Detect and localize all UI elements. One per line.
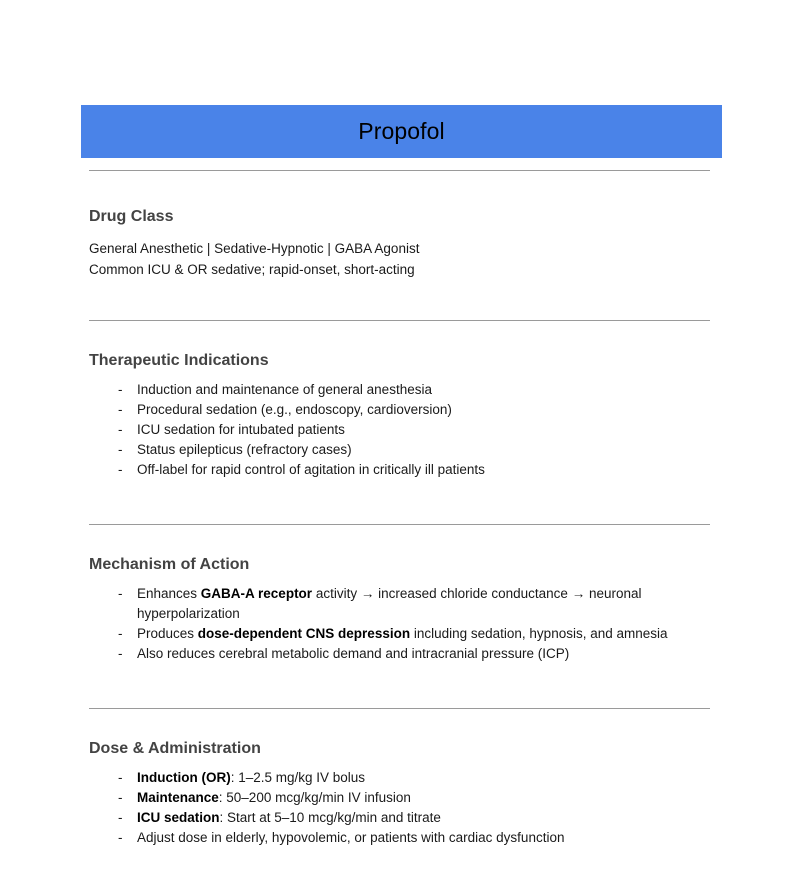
bullet-dash-icon: - bbox=[118, 626, 123, 641]
list-item-text: Adjust dose in elderly, hypovolemic, or patients with cardiac dysfunction bbox=[137, 830, 565, 845]
paragraph-block bbox=[89, 239, 710, 280]
bullet-list bbox=[89, 584, 710, 664]
bullet-list bbox=[89, 380, 710, 480]
section bbox=[89, 739, 710, 848]
list-item-text: including sedation, hypnosis, and amnesia bbox=[410, 626, 668, 641]
list-item-text: : 50–200 mcg/kg/min IV infusion bbox=[218, 790, 411, 805]
list-item-text: Off-label for rapid control of agitation in critically ill patients bbox=[137, 462, 485, 477]
list-item bbox=[89, 420, 710, 440]
bullet-dash-icon: - bbox=[118, 462, 123, 477]
list-item bbox=[89, 768, 710, 788]
list-item bbox=[89, 400, 710, 420]
bullet-list bbox=[89, 768, 710, 848]
list-item bbox=[89, 788, 710, 808]
bullet-dash-icon: - bbox=[118, 422, 123, 437]
section-spacer bbox=[89, 171, 710, 207]
list-item-text: Induction and maintenance of general anesthesia bbox=[137, 382, 432, 397]
section-trailing-spacer bbox=[89, 848, 710, 892]
list-item-text: ICU sedation for intubated patients bbox=[137, 422, 345, 437]
list-item-emphasis: Maintenance bbox=[137, 790, 219, 805]
section-paragraph: General Anesthetic | Sedative-Hypnotic | GABA Agonist bbox=[89, 241, 420, 256]
section bbox=[89, 555, 710, 664]
list-item bbox=[89, 460, 710, 480]
bullet-dash-icon: - bbox=[118, 830, 123, 845]
bullet-dash-icon: - bbox=[118, 442, 123, 457]
list-item-text: : Start at 5–10 mcg/kg/min and titrate bbox=[219, 810, 441, 825]
bullet-dash-icon: - bbox=[118, 646, 123, 661]
document-content bbox=[89, 170, 710, 892]
list-item-text: Produces bbox=[137, 626, 198, 641]
title-banner bbox=[81, 105, 722, 158]
list-item-emphasis: dose-dependent CNS depression bbox=[197, 626, 411, 641]
list-item-text: : 1–2.5 mg/kg IV bolus bbox=[230, 770, 366, 785]
list-item bbox=[89, 828, 710, 848]
section-spacer bbox=[89, 709, 710, 739]
list-item bbox=[89, 644, 710, 664]
section-heading: Drug Class bbox=[89, 208, 174, 225]
bullet-dash-icon: - bbox=[118, 382, 123, 397]
list-item bbox=[89, 624, 710, 644]
list-item-text: Also reduces cerebral metabolic demand and intracranial pressure (ICP) bbox=[137, 646, 570, 661]
page-title: Propofol bbox=[358, 118, 445, 144]
bullet-dash-icon: - bbox=[118, 770, 123, 785]
section-heading: Therapeutic Indications bbox=[89, 352, 269, 369]
list-item bbox=[89, 808, 710, 828]
list-item-text: Enhances bbox=[137, 586, 201, 601]
section bbox=[89, 207, 710, 280]
section-paragraph: Common ICU & OR sedative; rapid-onset, short-acting bbox=[89, 261, 415, 277]
section-spacer bbox=[89, 525, 710, 555]
section-trailing-spacer bbox=[89, 480, 710, 524]
section-heading: Mechanism of Action bbox=[89, 556, 250, 573]
list-item-text: Procedural sedation (e.g., endoscopy, cardioversion) bbox=[137, 402, 452, 417]
bullet-dash-icon: - bbox=[118, 402, 123, 417]
list-item-text: Status epilepticus (refractory cases) bbox=[137, 442, 352, 457]
section-trailing-spacer bbox=[89, 280, 710, 320]
section-spacer bbox=[89, 321, 710, 351]
list-item bbox=[89, 584, 710, 624]
list-item-text: activity → increased chloride conductance → neuronal hyperpolarization bbox=[137, 586, 642, 621]
bullet-dash-icon: - bbox=[118, 810, 123, 825]
list-item bbox=[89, 380, 710, 400]
bullet-dash-icon: - bbox=[118, 586, 123, 601]
list-item-emphasis: ICU sedation bbox=[137, 810, 220, 825]
section-trailing-spacer bbox=[89, 664, 710, 708]
section-heading: Dose & Administration bbox=[89, 740, 261, 757]
list-item bbox=[89, 440, 710, 460]
list-item-emphasis: Induction (OR) bbox=[137, 770, 231, 785]
section bbox=[89, 351, 710, 480]
list-item-emphasis: GABA-A receptor bbox=[200, 586, 313, 601]
bullet-dash-icon: - bbox=[118, 790, 123, 805]
